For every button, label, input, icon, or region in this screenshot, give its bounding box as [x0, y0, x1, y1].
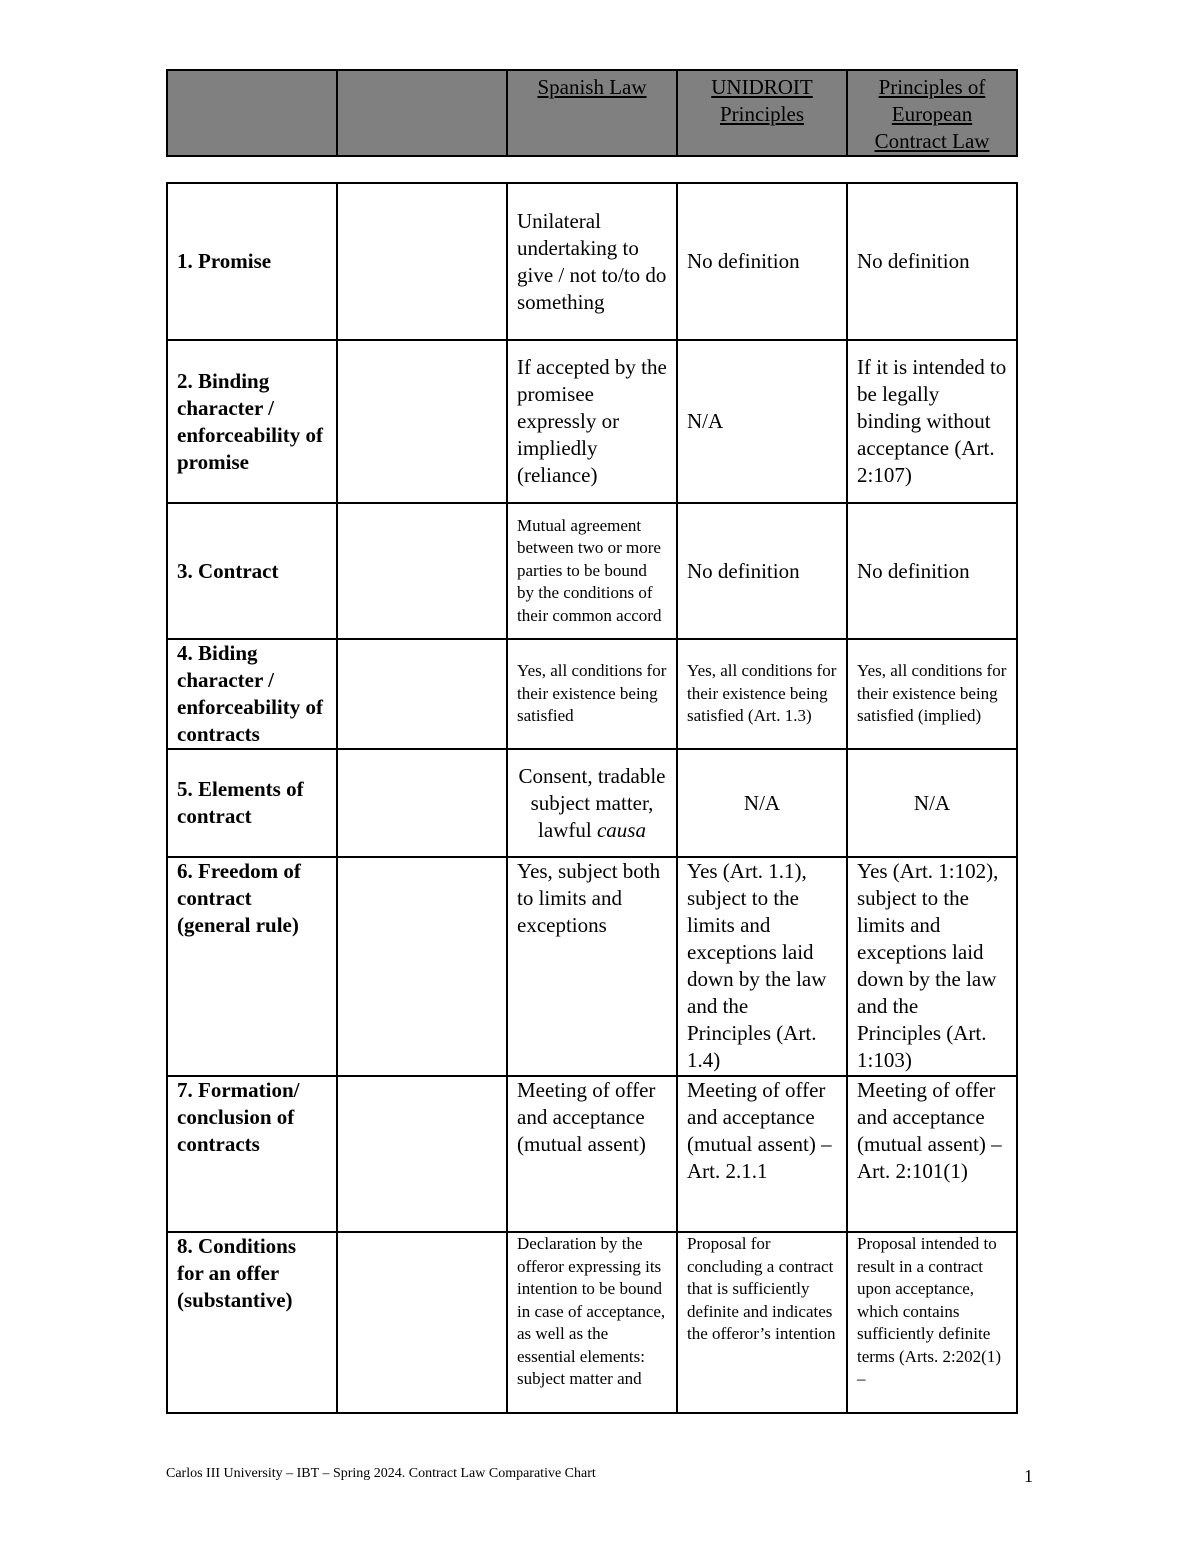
empty-cell: [337, 340, 507, 503]
header-cell-empty-1: [167, 70, 337, 156]
pecl-cell: Yes (Art. 1:102), subject to the limits and exceptions laid down by the law and the Principles (Art. 1:103): [847, 857, 1017, 1076]
table-row: [167, 1232, 1017, 1413]
header-pecl: Principles of European Contract Law: [847, 70, 1017, 156]
header-spanish-law: Spanish Law: [507, 70, 677, 156]
spanish-cell: Yes, all conditions for their existence being satisfied: [507, 639, 677, 749]
header-unidroit: UNIDROIT Principles: [677, 70, 847, 156]
row-label: 7. Formation/ conclusion of contracts: [167, 1076, 337, 1232]
spanish-text: Consent, tradable subject matter, lawful: [518, 763, 666, 842]
table-row: [167, 639, 1017, 749]
spanish-cell: [507, 749, 677, 857]
row-label: 5. Elements of contract: [167, 749, 337, 857]
pecl-cell: No definition: [847, 183, 1017, 340]
spanish-cell: If accepted by the promisee expressly or impliedly (reliance): [507, 340, 677, 503]
spanish-cell: Declaration by the offeror expressing its intention to be bound in case of acceptance, as well as the essential elements: subject matter and: [507, 1232, 677, 1413]
table-row: [167, 183, 1017, 340]
row-label: 6. Freedom of contract (general rule): [167, 857, 337, 1076]
empty-cell: [337, 1076, 507, 1232]
table-row: [167, 340, 1017, 503]
page-number: 1: [1024, 1466, 1033, 1486]
unidroit-cell: Meeting of offer and acceptance (mutual assent) – Art. 2.1.1: [677, 1076, 847, 1232]
header-cell-empty-2: [337, 70, 507, 156]
unidroit-cell: No definition: [677, 183, 847, 340]
spanish-cell: Meeting of offer and acceptance (mutual assent): [507, 1076, 677, 1232]
table-row: [167, 749, 1017, 857]
empty-cell: [337, 857, 507, 1076]
pecl-cell: If it is intended to be legally binding without acceptance (Art. 2:107): [847, 340, 1017, 503]
table-row: [167, 857, 1017, 1076]
row-label: 4. Biding character / enforceability of contracts: [167, 639, 337, 749]
unidroit-cell: N/A: [677, 749, 847, 857]
pecl-cell: Yes, all conditions for their existence being satisfied (implied): [847, 639, 1017, 749]
row-label: 3. Contract: [167, 503, 337, 639]
spanish-italic-text: causa: [596, 817, 646, 842]
header-row: [167, 70, 1017, 156]
empty-cell: [337, 749, 507, 857]
row-label: 1. Promise: [167, 183, 337, 340]
unidroit-cell: Yes (Art. 1.1), subject to the limits and exceptions laid down by the law and the Principles (Art. 1.4): [677, 857, 847, 1076]
page-footer: Carlos III University – IBT – Spring 2024. Contract Law Comparative Chart: [166, 1466, 596, 1481]
spanish-cell: Unilateral undertaking to give / not to/to do something: [507, 183, 677, 340]
table-row: [167, 503, 1017, 639]
pecl-cell: No definition: [847, 503, 1017, 639]
comparison-table: [166, 182, 1018, 1414]
spanish-cell: Yes, subject both to limits and exceptions: [507, 857, 677, 1076]
row-label: 2. Binding character / enforceability of promise: [167, 340, 337, 503]
empty-cell: [337, 183, 507, 340]
unidroit-cell: Yes, all conditions for their existence being satisfied (Art. 1.3): [677, 639, 847, 749]
empty-cell: [337, 1232, 507, 1413]
pecl-cell: Meeting of offer and acceptance (mutual assent) – Art. 2:101(1): [847, 1076, 1017, 1232]
table-row: [167, 1076, 1017, 1232]
pecl-cell: Proposal intended to result in a contract upon acceptance, which contains sufficiently definite terms (Arts. 2:202(1) –: [847, 1232, 1017, 1413]
pecl-cell: N/A: [847, 749, 1017, 857]
unidroit-cell: N/A: [677, 340, 847, 503]
header-table: [166, 69, 1018, 157]
empty-cell: [337, 639, 507, 749]
unidroit-cell: No definition: [677, 503, 847, 639]
spanish-cell: Mutual agreement between two or more parties to be bound by the conditions of their common accord: [507, 503, 677, 639]
row-label: 8. Conditions for an offer (substantive): [167, 1232, 337, 1413]
unidroit-cell: Proposal for concluding a contract that is sufficiently definite and indicates the offeror’s intention: [677, 1232, 847, 1413]
empty-cell: [337, 503, 507, 639]
